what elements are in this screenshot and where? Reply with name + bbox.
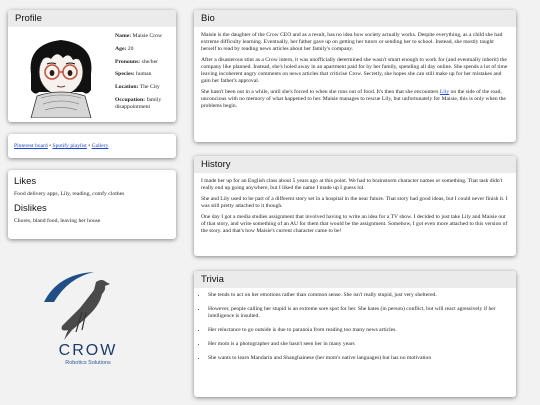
crow-logo [38, 272, 140, 374]
list-item: • However, people calling her stupid is an extreme sore spot for her. She hates (in person) conflict, but will react agressively if her intelligence is insulted. [207, 306, 516, 320]
location-label: Location: [115, 84, 139, 91]
bio-paragraph: Maisie is the daughter of the Crow CEO and as a result, has no idea how society actually works. Despite everything, as a child she had extreme difficulty learning. Eventually, her father gave up on getting her tutors or sending her to school. Instead, she mostly taught herself to read by reading news articles about her family's company. [201, 32, 503, 52]
links-card [8, 134, 176, 158]
spotify-link[interactable]: Spotify playlist [52, 143, 87, 149]
history-paragraph: I made her up for an English class about 5 years ago at this point. We had to brainstorm character names or something. That task didn't really end up going anywhere, but I liked the name I made up I guess lol. [201, 178, 503, 191]
history-card [194, 156, 516, 256]
profile-species-row [115, 71, 175, 78]
occupation-label: Occupation: [115, 96, 146, 103]
profile-name-row [115, 33, 175, 40]
likes-title: Likes [14, 176, 37, 187]
list-item: • Her mom is a photographer and she hasn't seen her in many years [207, 341, 516, 348]
likes-card [8, 170, 176, 239]
age-label: Age: [115, 45, 127, 52]
bio-card [194, 10, 516, 142]
species-value: human [136, 71, 152, 78]
bio-paragraph: After a disasterous stint as a Crow intern, it was unofficially determined she wasn't smart enough to work for (and eventually inherit) the company like planned. Instead, she's holed away in an apartment paid for by her family, spending all day online. She spends a lot of time leaving incoherent angry comments on news articles that criticise Crow. Secretly, she hopes she can still make up for her mistakes and gain her father's approval. [201, 57, 508, 84]
gallery-link[interactable]: Gallery [91, 143, 109, 149]
logo-tagline: Robotics Solutions [65, 360, 111, 366]
bio-title: Bio [194, 10, 516, 27]
name-label: Name: [115, 33, 132, 39]
dislikes-title: Dislikes [14, 203, 47, 214]
list-item: • Her reluctance to go outside is due to paranoia from reading too many news articles. [207, 327, 516, 334]
profile-title: Profile [8, 10, 176, 27]
occupation-value: family disappointment [115, 96, 162, 110]
links-separator: • [47, 143, 53, 149]
profile-location-row [115, 84, 175, 91]
dislikes-text: Chores, bland food, leaving her house [14, 218, 101, 224]
trivia-list [194, 288, 516, 362]
logo-wordmark: CROW [58, 342, 118, 359]
age-value: 20 [127, 45, 134, 52]
history-body [194, 173, 516, 243]
trivia-title: Trivia [194, 271, 516, 288]
name-value: Maisie Crow [132, 33, 163, 39]
profile-pronouns-row [115, 59, 175, 66]
pinterest-link[interactable]: Pinterest board [14, 143, 48, 149]
pronouns-label: Pronouns: [115, 58, 141, 65]
links-body [8, 134, 176, 158]
likes-text: Food delivery apps, Lily, reading, comfy clothes [14, 191, 125, 197]
avatar [17, 30, 105, 118]
species-label: Species: [115, 71, 135, 78]
history-paragraph: One day I got a media studies assignment that involved having to write an idea for a TV show. I decided to just take Lily and Maisie out of that story, and write something of an AU for them that would be the assignment. Somehow, I got even more attached to this version of the story. and that's how Maisie's current character came to be! [201, 214, 508, 234]
pronouns-value: she/her [141, 58, 159, 65]
history-paragraph: She and Lily used to be part of a different story set in a hospital in the near future. That story had good ideas, but I could never finish it. I was still pretty attached to it though. [201, 196, 508, 209]
list-item: • She wants to learn Mandarin and Shanghainese (her mom's native languages) but has no motivation [207, 355, 516, 362]
history-title: History [194, 156, 516, 173]
profile-card [8, 10, 176, 122]
crow-bird-icon [38, 272, 140, 344]
profile-info [115, 33, 175, 117]
profile-occupation-row [115, 97, 175, 111]
bio-text: She hasn't been out in a while, until she's forced to when she runs out of food. It's then that she encounters [201, 89, 440, 95]
lily-link[interactable]: Lily [439, 89, 450, 95]
profile-age-row [115, 46, 175, 53]
location-value: The City [139, 84, 160, 91]
list-item: • She tends to act on her emotions rather than common sense. She isn't really stupid, just very sheltered. [207, 292, 516, 299]
bio-body [194, 27, 516, 118]
bio-paragraph [201, 89, 509, 110]
links-separator: • [86, 143, 92, 149]
bio-text: on the side of the road, unconcious with no memory of what happened to her. Maisie manages to rescue Lily, but unfortunately for Maisie, this is only when the problems begin. [201, 89, 506, 109]
trivia-card [194, 271, 516, 397]
